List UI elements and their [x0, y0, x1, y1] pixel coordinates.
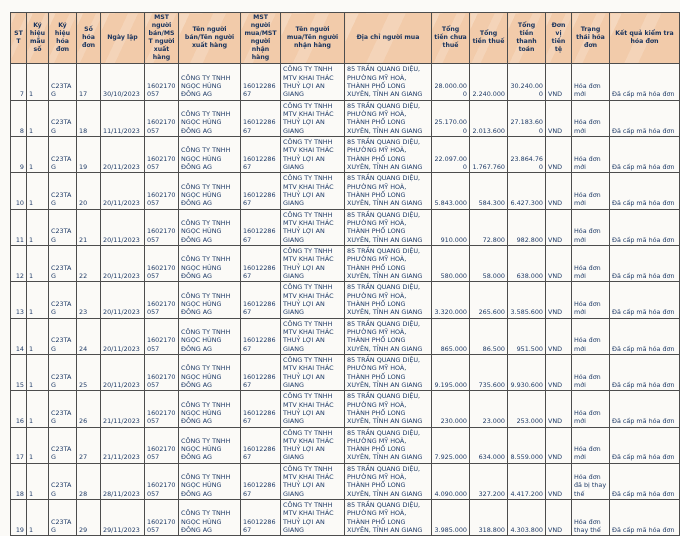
cell-ten-nguoi-mua: CÔNG TY TNHH MTV KHAI THÁC THUỶ LỢI AN GIANG [281, 209, 345, 245]
table-row [11, 500, 680, 536]
cell-ten-nguoi-ban: CÔNG TY TNHH NGỌC HÙNG ĐÔNG AG [179, 64, 241, 100]
cell-tong-tien-chua-thue: 3.320.000 [432, 282, 470, 318]
cell-trang-thai-hoa-don: Hóa đơn mới [572, 282, 610, 318]
cell-don-vi-tien-te: VND [546, 354, 572, 390]
cell-ngay-lap: 28/11/2023 [101, 463, 145, 499]
table-row [11, 209, 680, 245]
cell-dia-chi-nguoi-mua: 85 TRẦN QUANG DIỆU, PHƯỜNG MỸ HOÀ, THÀNH PHỐ LONG XUYÊN, TỈNH AN GIANG [345, 173, 432, 209]
cell-ket-qua-kiem-tra: Đã cấp mã hóa đơn [610, 173, 680, 209]
invoice-table [10, 12, 680, 536]
cell-tong-tien-thue: 735.600 [470, 354, 508, 390]
column-header-tong-tien-chua-thue: Tổng tiền chưa thuế [432, 13, 470, 64]
cell-ky-hieu-hoa-don: C23TAG [49, 463, 77, 499]
cell-ngay-lap: 20/11/2023 [101, 318, 145, 354]
cell-dia-chi-nguoi-mua: 85 TRẦN QUANG DIỆU, PHƯỜNG MỸ HOÀ, THÀNH PHỐ LONG XUYÊN, TỈNH AN GIANG [345, 500, 432, 536]
cell-tong-tien-thue: 23.000 [470, 391, 508, 427]
cell-trang-thai-hoa-don: Hóa đơn mới [572, 173, 610, 209]
cell-don-vi-tien-te: VND [546, 64, 572, 100]
cell-ten-nguoi-mua: CÔNG TY TNHH MTV KHAI THÁC THUỶ LỢI AN GIANG [281, 354, 345, 390]
cell-ky-hieu-mau-so: 1 [27, 391, 49, 427]
cell-tong-tien-thue: 265.600 [470, 282, 508, 318]
cell-trang-thai-hoa-don: Hóa đơn mới [572, 64, 610, 100]
cell-trang-thai-hoa-don: Hóa đơn mới [572, 354, 610, 390]
column-header-ky-hieu-mau-so: Ký hiệu mẫu số [27, 13, 49, 64]
cell-don-vi-tien-te: VND [546, 318, 572, 354]
cell-ngay-lap: 21/11/2023 [101, 427, 145, 463]
cell-dia-chi-nguoi-mua: 85 TRẦN QUANG DIỆU, PHƯỜNG MỸ HOÀ, THÀNH PHỐ LONG XUYÊN, TỈNH AN GIANG [345, 282, 432, 318]
cell-dia-chi-nguoi-mua: 85 TRẦN QUANG DIỆU, PHƯỜNG MỸ HOÀ, THÀNH PHỐ LONG XUYÊN, TỈNH AN GIANG [345, 100, 432, 136]
cell-tong-tien-thue: 58.000 [470, 245, 508, 281]
cell-ket-qua-kiem-tra: Đã cấp mã hóa đơn [610, 100, 680, 136]
cell-so-hoa-don: 29 [77, 500, 101, 536]
cell-tong-tien-thanh-toan: 8.559.000 [508, 427, 546, 463]
cell-so-hoa-don: 23 [77, 282, 101, 318]
cell-mst-nguoi-ban: 1602170057 [145, 64, 179, 100]
cell-tong-tien-thanh-toan: 4.417.200 [508, 463, 546, 499]
cell-tong-tien-thanh-toan: 3.585.600 [508, 282, 546, 318]
table-row [11, 391, 680, 427]
cell-tong-tien-thanh-toan: 27.183.600 [508, 100, 546, 136]
table-row [11, 64, 680, 100]
cell-tong-tien-thue: 2.240.000 [470, 64, 508, 100]
cell-ky-hieu-mau-so: 1 [27, 427, 49, 463]
cell-ten-nguoi-ban: CÔNG TY TNHH NGỌC HÙNG ĐÔNG AG [179, 100, 241, 136]
cell-trang-thai-hoa-don: Hóa đơn thay thế [572, 500, 610, 536]
column-header-stt: STT [11, 13, 27, 64]
cell-tong-tien-thanh-toan: 4.303.800 [508, 500, 546, 536]
cell-so-hoa-don: 25 [77, 354, 101, 390]
cell-ten-nguoi-ban: CÔNG TY TNHH NGỌC HÙNG ĐÔNG AG [179, 354, 241, 390]
cell-ky-hieu-hoa-don: C23TAG [49, 427, 77, 463]
cell-ky-hieu-mau-so: 1 [27, 318, 49, 354]
cell-ten-nguoi-ban: CÔNG TY TNHH NGỌC HÙNG ĐÔNG AG [179, 282, 241, 318]
cell-stt: 19 [11, 500, 27, 536]
cell-tong-tien-thanh-toan: 982.800 [508, 209, 546, 245]
column-header-mst-nguoi-ban: MST người bán/MST người xuất hàng [145, 13, 179, 64]
cell-mst-nguoi-mua: 1601228667 [241, 463, 281, 499]
cell-ten-nguoi-mua: CÔNG TY TNHH MTV KHAI THÁC THUỶ LỢI AN GIANG [281, 500, 345, 536]
column-header-trang-thai-hoa-don: Trạng thái hóa đơn [572, 13, 610, 64]
cell-stt: 9 [11, 137, 27, 173]
cell-ky-hieu-mau-so: 1 [27, 100, 49, 136]
cell-ky-hieu-hoa-don: C23TAG [49, 282, 77, 318]
cell-ket-qua-kiem-tra: Đã cấp mã hóa đơn [610, 391, 680, 427]
cell-mst-nguoi-ban: 1602170057 [145, 282, 179, 318]
table-row [11, 463, 680, 499]
cell-tong-tien-thue: 327.200 [470, 463, 508, 499]
table-row [11, 137, 680, 173]
cell-tong-tien-chua-thue: 230.000 [432, 391, 470, 427]
cell-so-hoa-don: 20 [77, 173, 101, 209]
cell-ngay-lap: 20/11/2023 [101, 209, 145, 245]
table-row [11, 282, 680, 318]
cell-ngay-lap: 20/11/2023 [101, 245, 145, 281]
cell-mst-nguoi-mua: 1601228667 [241, 354, 281, 390]
cell-tong-tien-chua-thue: 4.090.000 [432, 463, 470, 499]
cell-stt: 18 [11, 463, 27, 499]
cell-ky-hieu-mau-so: 1 [27, 64, 49, 100]
cell-trang-thai-hoa-don: Hóa đơn mới [572, 318, 610, 354]
cell-ten-nguoi-mua: CÔNG TY TNHH MTV KHAI THÁC THUỶ LỢI AN GIANG [281, 245, 345, 281]
cell-ky-hieu-mau-so: 1 [27, 137, 49, 173]
cell-trang-thai-hoa-don: Hóa đơn đã bị thay thế [572, 463, 610, 499]
cell-don-vi-tien-te: VND [546, 100, 572, 136]
cell-ten-nguoi-mua: CÔNG TY TNHH MTV KHAI THÁC THUỶ LỢI AN GIANG [281, 282, 345, 318]
cell-don-vi-tien-te: VND [546, 391, 572, 427]
cell-ten-nguoi-ban: CÔNG TY TNHH NGỌC HÙNG ĐÔNG AG [179, 463, 241, 499]
cell-mst-nguoi-ban: 1602170057 [145, 245, 179, 281]
cell-ket-qua-kiem-tra: Đã cấp mã hóa đơn [610, 500, 680, 536]
cell-so-hoa-don: 22 [77, 245, 101, 281]
cell-stt: 11 [11, 209, 27, 245]
cell-ngay-lap: 21/11/2023 [101, 391, 145, 427]
cell-trang-thai-hoa-don: Hóa đơn mới [572, 100, 610, 136]
cell-stt: 16 [11, 391, 27, 427]
column-header-ket-qua-kiem-tra: Kết quả kiểm tra hóa đơn [610, 13, 680, 64]
cell-ten-nguoi-ban: CÔNG TY TNHH NGỌC HÙNG ĐÔNG AG [179, 173, 241, 209]
cell-mst-nguoi-mua: 1601228667 [241, 282, 281, 318]
column-header-dia-chi-nguoi-mua: Địa chỉ người mua [345, 13, 432, 64]
cell-tong-tien-thanh-toan: 253.000 [508, 391, 546, 427]
cell-trang-thai-hoa-don: Hóa đơn mới [572, 245, 610, 281]
column-header-so-hoa-don: Số hóa đơn [77, 13, 101, 64]
cell-tong-tien-chua-thue: 7.925.000 [432, 427, 470, 463]
cell-ngay-lap: 29/11/2023 [101, 500, 145, 536]
cell-tong-tien-thanh-toan: 6.427.300 [508, 173, 546, 209]
cell-ky-hieu-hoa-don: C23TAG [49, 318, 77, 354]
cell-ngay-lap: 30/10/2023 [101, 64, 145, 100]
cell-mst-nguoi-mua: 1601228667 [241, 318, 281, 354]
cell-tong-tien-chua-thue: 580.000 [432, 245, 470, 281]
cell-ten-nguoi-mua: CÔNG TY TNHH MTV KHAI THÁC THUỶ LỢI AN GIANG [281, 173, 345, 209]
cell-mst-nguoi-ban: 1602170057 [145, 354, 179, 390]
cell-tong-tien-thanh-toan: 638.000 [508, 245, 546, 281]
column-header-mst-nguoi-mua: MST người mua/MST người nhận hàng [241, 13, 281, 64]
column-header-ky-hieu-hoa-don: Ký hiệu hóa đơn [49, 13, 77, 64]
cell-ten-nguoi-ban: CÔNG TY TNHH NGỌC HÙNG ĐÔNG AG [179, 500, 241, 536]
cell-ten-nguoi-ban: CÔNG TY TNHH NGỌC HÙNG ĐÔNG AG [179, 391, 241, 427]
cell-don-vi-tien-te: VND [546, 500, 572, 536]
column-header-tong-tien-thue: Tổng tiền thuế [470, 13, 508, 64]
cell-tong-tien-thue: 72.800 [470, 209, 508, 245]
cell-mst-nguoi-ban: 1602170057 [145, 318, 179, 354]
cell-stt: 17 [11, 427, 27, 463]
cell-ky-hieu-hoa-don: C23TAG [49, 64, 77, 100]
cell-ket-qua-kiem-tra: Đã cấp mã hóa đơn [610, 282, 680, 318]
table-row [11, 100, 680, 136]
cell-so-hoa-don: 26 [77, 391, 101, 427]
cell-ket-qua-kiem-tra: Đã cấp mã hóa đơn [610, 137, 680, 173]
table-header [11, 13, 680, 64]
cell-ten-nguoi-ban: CÔNG TY TNHH NGỌC HÙNG ĐÔNG AG [179, 245, 241, 281]
column-header-don-vi-tien-te: Đơn vị tiền tệ [546, 13, 572, 64]
cell-ky-hieu-mau-so: 1 [27, 173, 49, 209]
cell-so-hoa-don: 24 [77, 318, 101, 354]
cell-ngay-lap: 11/11/2023 [101, 100, 145, 136]
cell-tong-tien-thanh-toan: 23.864.760 [508, 137, 546, 173]
cell-ket-qua-kiem-tra: Đã cấp mã hóa đơn [610, 354, 680, 390]
cell-dia-chi-nguoi-mua: 85 TRẦN QUANG DIỆU, PHƯỜNG MỸ HOÀ, THÀNH PHỐ LONG XUYÊN, TỈNH AN GIANG [345, 64, 432, 100]
cell-don-vi-tien-te: VND [546, 137, 572, 173]
cell-ky-hieu-hoa-don: C23TAG [49, 173, 77, 209]
table-row [11, 318, 680, 354]
cell-tong-tien-thue: 1.767.760 [470, 137, 508, 173]
cell-ten-nguoi-ban: CÔNG TY TNHH NGỌC HÙNG ĐÔNG AG [179, 427, 241, 463]
cell-dia-chi-nguoi-mua: 85 TRẦN QUANG DIỆU, PHƯỜNG MỸ HOÀ, THÀNH PHỐ LONG XUYÊN, TỈNH AN GIANG [345, 209, 432, 245]
cell-mst-nguoi-ban: 1602170057 [145, 209, 179, 245]
cell-stt: 8 [11, 100, 27, 136]
cell-tong-tien-thue: 318.800 [470, 500, 508, 536]
cell-ky-hieu-hoa-don: C23TAG [49, 100, 77, 136]
column-header-tong-tien-thanh-toan: Tổng tiền thanh toán [508, 13, 546, 64]
cell-ngay-lap: 20/11/2023 [101, 282, 145, 318]
cell-ky-hieu-mau-so: 1 [27, 463, 49, 499]
cell-dia-chi-nguoi-mua: 85 TRẦN QUANG DIỆU, PHƯỜNG MỸ HOÀ, THÀNH PHỐ LONG XUYÊN, TỈNH AN GIANG [345, 427, 432, 463]
cell-mst-nguoi-ban: 1602170057 [145, 500, 179, 536]
cell-mst-nguoi-mua: 1601228667 [241, 245, 281, 281]
cell-mst-nguoi-mua: 1601228667 [241, 100, 281, 136]
header-row [11, 13, 680, 64]
cell-ky-hieu-hoa-don: C23TAG [49, 137, 77, 173]
column-header-ngay-lap: Ngày lập [101, 13, 145, 64]
cell-mst-nguoi-mua: 1601228667 [241, 427, 281, 463]
cell-ngay-lap: 20/11/2023 [101, 354, 145, 390]
table-row [11, 427, 680, 463]
cell-ket-qua-kiem-tra: Đã cấp mã hóa đơn [610, 318, 680, 354]
cell-tong-tien-chua-thue: 25.170.000 [432, 100, 470, 136]
cell-so-hoa-don: 17 [77, 64, 101, 100]
cell-mst-nguoi-mua: 1601228667 [241, 500, 281, 536]
cell-trang-thai-hoa-don: Hóa đơn mới [572, 209, 610, 245]
cell-don-vi-tien-te: VND [546, 282, 572, 318]
cell-so-hoa-don: 21 [77, 209, 101, 245]
cell-ten-nguoi-mua: CÔNG TY TNHH MTV KHAI THÁC THUỶ LỢI AN GIANG [281, 318, 345, 354]
cell-so-hoa-don: 19 [77, 137, 101, 173]
cell-mst-nguoi-mua: 1601228667 [241, 391, 281, 427]
cell-ky-hieu-mau-so: 1 [27, 354, 49, 390]
cell-ket-qua-kiem-tra: Đã cấp mã hóa đơn [610, 427, 680, 463]
cell-tong-tien-thue: 86.500 [470, 318, 508, 354]
cell-ten-nguoi-mua: CÔNG TY TNHH MTV KHAI THÁC THUỶ LỢI AN GIANG [281, 100, 345, 136]
cell-tong-tien-chua-thue: 28.000.000 [432, 64, 470, 100]
cell-tong-tien-chua-thue: 3.985.000 [432, 500, 470, 536]
table-row [11, 173, 680, 209]
cell-trang-thai-hoa-don: Hóa đơn mới [572, 427, 610, 463]
cell-don-vi-tien-te: VND [546, 463, 572, 499]
cell-don-vi-tien-te: VND [546, 245, 572, 281]
cell-so-hoa-don: 18 [77, 100, 101, 136]
cell-mst-nguoi-mua: 1601228667 [241, 209, 281, 245]
cell-trang-thai-hoa-don: Hóa đơn mới [572, 137, 610, 173]
cell-so-hoa-don: 27 [77, 427, 101, 463]
cell-ky-hieu-hoa-don: C23TAG [49, 209, 77, 245]
cell-ten-nguoi-mua: CÔNG TY TNHH MTV KHAI THÁC THUỶ LỢI AN GIANG [281, 463, 345, 499]
cell-ky-hieu-mau-so: 1 [27, 500, 49, 536]
cell-ky-hieu-hoa-don: C23TAG [49, 354, 77, 390]
cell-tong-tien-thanh-toan: 951.500 [508, 318, 546, 354]
cell-mst-nguoi-ban: 1602170057 [145, 173, 179, 209]
table-row [11, 354, 680, 390]
cell-mst-nguoi-mua: 1601228667 [241, 137, 281, 173]
cell-ky-hieu-mau-so: 1 [27, 282, 49, 318]
column-header-ten-nguoi-mua: Tên người mua/Tên người nhận hàng [281, 13, 345, 64]
cell-tong-tien-chua-thue: 22.097.000 [432, 137, 470, 173]
cell-tong-tien-chua-thue: 9.195.000 [432, 354, 470, 390]
table-body [11, 64, 680, 536]
cell-mst-nguoi-ban: 1602170057 [145, 391, 179, 427]
cell-tong-tien-chua-thue: 865.000 [432, 318, 470, 354]
cell-stt: 12 [11, 245, 27, 281]
cell-mst-nguoi-ban: 1602170057 [145, 100, 179, 136]
cell-so-hoa-don: 28 [77, 463, 101, 499]
cell-ky-hieu-mau-so: 1 [27, 245, 49, 281]
cell-dia-chi-nguoi-mua: 85 TRẦN QUANG DIỆU, PHƯỜNG MỸ HOÀ, THÀNH PHỐ LONG XUYÊN, TỈNH AN GIANG [345, 391, 432, 427]
cell-dia-chi-nguoi-mua: 85 TRẦN QUANG DIỆU, PHƯỜNG MỸ HOÀ, THÀNH PHỐ LONG XUYÊN, TỈNH AN GIANG [345, 318, 432, 354]
cell-don-vi-tien-te: VND [546, 209, 572, 245]
cell-ket-qua-kiem-tra: Đã cấp mã hóa đơn [610, 245, 680, 281]
cell-don-vi-tien-te: VND [546, 173, 572, 209]
cell-stt: 13 [11, 282, 27, 318]
cell-ket-qua-kiem-tra: Đã cấp mã hóa đơn [610, 64, 680, 100]
cell-ket-qua-kiem-tra: Đã cấp mã hóa đơn [610, 209, 680, 245]
cell-ky-hieu-hoa-don: C23TAG [49, 391, 77, 427]
cell-tong-tien-thanh-toan: 9.930.600 [508, 354, 546, 390]
cell-dia-chi-nguoi-mua: 85 TRẦN QUANG DIỆU, PHƯỜNG MỸ HOÀ, THÀNH PHỐ LONG XUYÊN, TỈNH AN GIANG [345, 354, 432, 390]
cell-dia-chi-nguoi-mua: 85 TRẦN QUANG DIỆU, PHƯỜNG MỸ HOÀ, THÀNH PHỐ LONG XUYÊN, TỈNH AN GIANG [345, 137, 432, 173]
cell-dia-chi-nguoi-mua: 85 TRẦN QUANG DIỆU, PHƯỜNG MỸ HOÀ, THÀNH PHỐ LONG XUYÊN, TỈNH AN GIANG [345, 463, 432, 499]
cell-ten-nguoi-ban: CÔNG TY TNHH NGỌC HÙNG ĐÔNG AG [179, 209, 241, 245]
cell-ket-qua-kiem-tra: Đã cấp mã hóa đơn [610, 463, 680, 499]
cell-ten-nguoi-ban: CÔNG TY TNHH NGỌC HÙNG ĐÔNG AG [179, 137, 241, 173]
cell-ten-nguoi-mua: CÔNG TY TNHH MTV KHAI THÁC THUỶ LỢI AN GIANG [281, 137, 345, 173]
cell-ngay-lap: 20/11/2023 [101, 137, 145, 173]
cell-ky-hieu-hoa-don: C23TAG [49, 500, 77, 536]
cell-dia-chi-nguoi-mua: 85 TRẦN QUANG DIỆU, PHƯỜNG MỸ HOÀ, THÀNH PHỐ LONG XUYÊN, TỈNH AN GIANG [345, 245, 432, 281]
cell-ky-hieu-hoa-don: C23TAG [49, 245, 77, 281]
cell-stt: 14 [11, 318, 27, 354]
cell-ky-hieu-mau-so: 1 [27, 209, 49, 245]
cell-mst-nguoi-mua: 1601228667 [241, 173, 281, 209]
cell-ten-nguoi-ban: CÔNG TY TNHH NGỌC HÙNG ĐÔNG AG [179, 318, 241, 354]
cell-tong-tien-thue: 634.000 [470, 427, 508, 463]
cell-don-vi-tien-te: VND [546, 427, 572, 463]
cell-trang-thai-hoa-don: Hóa đơn mới [572, 391, 610, 427]
cell-ten-nguoi-mua: CÔNG TY TNHH MTV KHAI THÁC THUỶ LỢI AN GIANG [281, 64, 345, 100]
cell-tong-tien-chua-thue: 910.000 [432, 209, 470, 245]
cell-mst-nguoi-mua: 1601228667 [241, 64, 281, 100]
cell-stt: 10 [11, 173, 27, 209]
cell-stt: 7 [11, 64, 27, 100]
cell-mst-nguoi-ban: 1602170057 [145, 463, 179, 499]
cell-tong-tien-chua-thue: 5.843.000 [432, 173, 470, 209]
table-row [11, 245, 680, 281]
cell-tong-tien-thue: 584.300 [470, 173, 508, 209]
cell-ngay-lap: 20/11/2023 [101, 173, 145, 209]
cell-tong-tien-thanh-toan: 30.240.000 [508, 64, 546, 100]
cell-stt: 15 [11, 354, 27, 390]
cell-ten-nguoi-mua: CÔNG TY TNHH MTV KHAI THÁC THUỶ LỢI AN GIANG [281, 391, 345, 427]
cell-tong-tien-thue: 2.013.600 [470, 100, 508, 136]
cell-ten-nguoi-mua: CÔNG TY TNHH MTV KHAI THÁC THUỶ LỢI AN GIANG [281, 427, 345, 463]
cell-mst-nguoi-ban: 1602170057 [145, 137, 179, 173]
column-header-ten-nguoi-ban: Tên người bán/Tên người xuất hàng [179, 13, 241, 64]
cell-mst-nguoi-ban: 1602170057 [145, 427, 179, 463]
